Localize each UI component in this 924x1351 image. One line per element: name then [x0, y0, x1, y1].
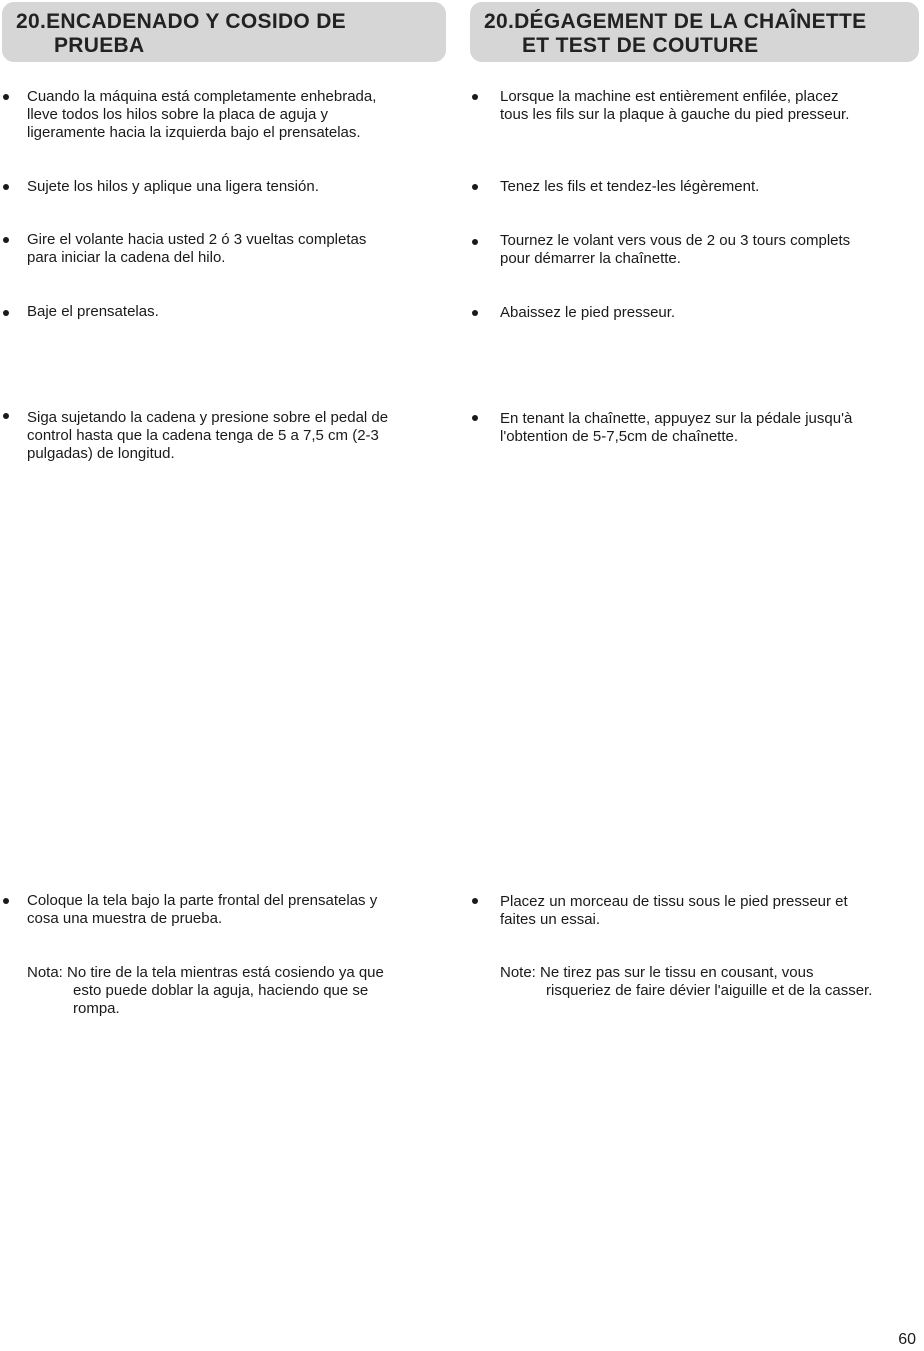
bullet-icon [472, 184, 478, 190]
instruction-line: Tournez le volant vers vous de 2 ou 3 tours complets [500, 232, 851, 249]
instruction-line: cosa una muestra de prueba. [27, 910, 223, 927]
page-number: 60 [898, 1331, 916, 1348]
instruction-line: Coloque la tela bajo la parte frontal del prensatelas y [27, 892, 378, 909]
instruction-spanish-2 [27, 178, 319, 196]
note-line: esto puede doblar la aguja, haciendo que se [73, 982, 369, 999]
bullet-icon [3, 94, 9, 100]
instruction-spanish-6 [27, 892, 377, 928]
bullet-icon [3, 310, 9, 316]
instruction-line: lleve todos los hilos sobre la placa de aguja y [27, 106, 329, 123]
section-title-spanish [2, 2, 446, 62]
instruction-line: ligeramente hacia la izquierda bajo el prensatelas. [27, 124, 361, 141]
instruction-french-1 [500, 88, 849, 124]
instruction-spanish-4 [27, 303, 159, 321]
instruction-line: Lorsque la machine est entièrement enfilée, placez [500, 88, 839, 105]
instruction-line: Sujete los hilos y aplique una ligera tensión. [27, 178, 319, 195]
instruction-french-6 [500, 893, 848, 929]
section-title-line-1: 20.ENCADENADO Y COSIDO DE [16, 10, 346, 33]
bullet-icon [3, 898, 9, 904]
instruction-line: faites un essai. [500, 911, 601, 928]
note-line: risqueriez de faire dévier l'aiguille et de la casser. [546, 982, 873, 999]
bullet-icon [3, 413, 9, 419]
note-line: rompa. [73, 1000, 120, 1017]
bullet-icon [472, 310, 478, 316]
instruction-line: pulgadas) de longitud. [27, 445, 175, 462]
bullet-icon [472, 239, 478, 245]
section-title-line-1: 20.DÉGAGEMENT DE LA CHAÎNETTE [484, 10, 867, 33]
instruction-line: En tenant la chaînette, appuyez sur la pédale jusqu'à [500, 410, 853, 427]
note-spanish [27, 964, 384, 1018]
section-title-french [470, 2, 919, 62]
instruction-spanish-3 [27, 231, 366, 267]
bullet-icon [472, 898, 478, 904]
instruction-line: Gire el volante hacia usted 2 ó 3 vueltas completas [27, 231, 367, 248]
instruction-line: tous les fils sur la plaque à gauche du pied presseur. [500, 106, 850, 123]
instruction-spanish-1 [27, 88, 376, 142]
note-french [500, 964, 872, 1000]
instruction-line: para iniciar la cadena del hilo. [27, 249, 226, 266]
note-line: Nota: No tire de la tela mientras está cosiendo ya que [27, 964, 384, 981]
bullet-icon [472, 415, 478, 421]
instruction-french-5 [500, 410, 852, 446]
bullet-icon [3, 237, 9, 243]
section-title-line-2: ET TEST DE COUTURE [522, 34, 759, 57]
bullet-icon [3, 184, 9, 190]
instruction-line: Baje el prensatelas. [27, 303, 159, 320]
instruction-line: Abaissez le pied presseur. [500, 304, 676, 321]
instruction-french-2 [500, 178, 759, 196]
instruction-french-3 [500, 232, 850, 268]
instruction-line: l'obtention de 5-7,5cm de chaînette. [500, 428, 739, 445]
note-line: Note: Ne tirez pas sur le tissu en cousant, vous [500, 964, 814, 981]
instruction-line: pour démarrer la chaînette. [500, 250, 681, 267]
bullet-icon [472, 94, 478, 100]
instruction-line: Tenez les fils et tendez-les légèrement. [500, 178, 760, 195]
instruction-spanish-5 [27, 409, 388, 463]
section-title-line-2: PRUEBA [54, 34, 145, 57]
instruction-line: Placez un morceau de tissu sous le pied presseur et [500, 893, 848, 910]
instruction-french-4 [500, 304, 675, 322]
instruction-line: Siga sujetando la cadena y presione sobre el pedal de [27, 409, 389, 426]
instruction-line: control hasta que la cadena tenga de 5 a 7,5 cm (2-3 [27, 427, 379, 444]
instruction-line: Cuando la máquina está completamente enhebrada, [27, 88, 377, 105]
